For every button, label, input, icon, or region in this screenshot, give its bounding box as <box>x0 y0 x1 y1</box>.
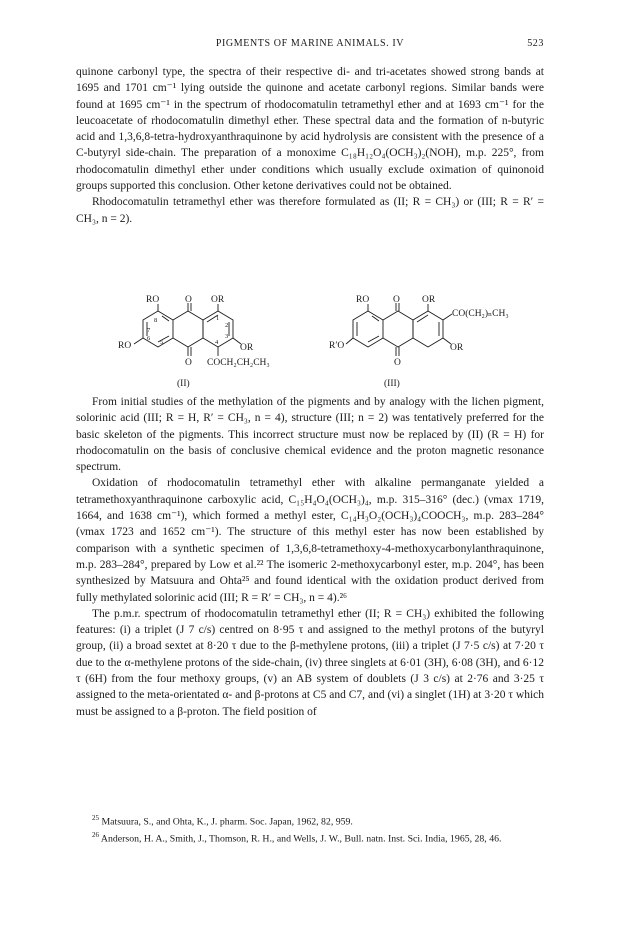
s2-num-1: 1 <box>216 315 220 322</box>
s2-or-top: OR <box>211 295 225 305</box>
text-block-main <box>76 394 544 720</box>
structure-figure <box>76 294 544 390</box>
running-header <box>76 38 544 52</box>
structure-II-labels <box>118 295 270 389</box>
structure-diagram <box>76 294 544 390</box>
running-title: PIGMENTS OF MARINE ANIMALS. IV <box>215 38 405 49</box>
footnote-26 <box>76 829 544 846</box>
s2-ro-left: RO <box>118 341 132 351</box>
s3-or-right: OR <box>450 343 464 353</box>
paragraph-1: quinone carbonyl type, the spectra of their respective di- and tri-acetates showed strong bands at 1695 and 1701 cm⁻¹ lying outside the quinone and acetate carbonyl regions. Similar bands were found at 1695 cm⁻¹ in the spectrum of rhodocomatulin tetramethyl ether and at 1693 cm⁻¹ for the leucoacetate of rhodocomatulin dimethyl ether. These spectral data and the formation of n-butyric acid and 1,3,6,8-tetra-hydroxyanthraquinone by acid hydrolysis are consistent with the presence of a C-butyryl side-chain. The preparation of a monoxime C₁₈H₁₂O₄(OCH₃)₂(NOH), m.p. 225°, from rhodocomatulin dimethyl ether under conditions which usually exclude oximation of quinonoid groups supported this conclusion. Other ketone derivatives could not be obtained. <box>76 66 544 193</box>
s2-num-8: 8 <box>154 317 158 324</box>
s2-ro-top: RO <box>146 295 160 305</box>
s2-num-6: 6 <box>147 335 151 342</box>
s3-rprime-left: R′O <box>329 341 345 351</box>
s3-ro-top: RO <box>356 295 370 305</box>
footnote-25 <box>76 812 544 829</box>
s2-num-5: 5 <box>160 339 164 346</box>
s2-num-2: 2 <box>225 322 229 329</box>
footnote-number: 25 <box>92 814 99 822</box>
s3-o-top: O <box>393 295 400 305</box>
structure-III <box>346 303 452 356</box>
s2-o-top: O <box>185 295 192 305</box>
paragraph-2: Rhodocomatulin tetramethyl ether was therefore formulated as (II; R = CH₃) or (III; R = R′ = CH₃, n = 2). <box>76 196 544 225</box>
s3-label: (III) <box>384 379 400 389</box>
s3-o-bottom: O <box>394 358 401 368</box>
s2-or-right: OR <box>240 343 254 353</box>
footnote-text: Anderson, H. A., Smith, J., Thomson, R. H., and Wells, J. W., Bull. natn. Inst. Sci. India, 1965, 28, 46. <box>100 833 502 845</box>
paragraph-3: From initial studies of the methylation of the pigments and by analogy with the lichen pigment, solorinic acid (III; R = H, R′ = CH₃, n = 4), structure (III; n = 2) was tentatively preferred for the basic skeleton of the pigments. This incorrect structure must now be replaced by (II) (R = H) for rhodocomatulin on the basis of conclusive chemical evidence and the proton magnetic resonance spectrum. <box>76 396 544 474</box>
paragraph-5: The p.m.r. spectrum of rhodocomatulin tetramethyl ether (II; R = CH₃) exhibited the following features: (i) a triplet (J 7 c/s) centred on 8·95 τ and assigned to the methyl protons of the butyryl group, (ii) a broad sextet at 8·20 τ due to the β-methylene protons, (iii) a triplet (J 7·5 c/s) at 7·20 τ due to the α-methylene protons of the side-chain, (iv) three singlets at 6·01 (3H), 6·08 (3H), and 6·12 τ (6H) from the four methoxy groups, (v) an AB system of doublets (J 3 c/s) at 2·76 and 3·25 τ assigned to the meta-orientated α- and β-protons at C5 and C7, and (vi) a singlet (1H) at 3·20 τ which must be assigned to a β-proton. The field position of <box>76 607 544 718</box>
footnote-text: Matsuura, S., and Ohta, K., J. pharm. Soc. Japan, 1962, 82, 959. <box>101 816 353 828</box>
s2-num-4: 4 <box>215 339 219 346</box>
s3-or-top: OR <box>422 295 436 305</box>
structure-II-numbers <box>147 315 228 346</box>
s2-o-bottom: O <box>185 358 192 368</box>
s3-side-chain: CO(CH₂)ₙCH₃ <box>452 309 509 319</box>
page-number: 523 <box>527 38 544 49</box>
footnote-number: 26 <box>92 830 99 839</box>
s2-num-7: 7 <box>147 327 151 334</box>
footnotes <box>76 812 544 846</box>
s2-num-3: 3 <box>225 333 229 340</box>
s2-side-chain: COCH₂CH₂CH₃ <box>207 358 270 368</box>
text-block-top <box>76 64 544 227</box>
s2-label: (II) <box>177 379 190 389</box>
paragraph-4: Oxidation of rhodocomatulin tetramethyl ether with alkaline permanganate yielded a tetramethoxyanthraquinone carboxylic acid, C₁₅H₄O₄(OCH₃)₄, m.p. 315–316° (dec.) (νmax 1719, 1664, and 1638 cm⁻¹), which formed a methyl ester, C₁₄H₃O₂(OCH₃)₄COOCH₃, m.p. 283–284° (νmax 1723 and 1652 cm⁻¹). The structure of this methyl ester has now been established by comparison with a synthetic specimen of 1,3,6,8-tetramethoxy-4-methoxycarbonylanthraquinone, m.p. 283–284°, prepared by Low et al.²² The isomeric 2-methoxycarbonyl ester, m.p. 204°, has been synthesized by Matsuura and Ohta²⁵ and found identical with the oxidation product derived from fully methylated solorinic acid (III; R = R′ = CH₃, n = 4).²⁶ <box>76 477 544 604</box>
